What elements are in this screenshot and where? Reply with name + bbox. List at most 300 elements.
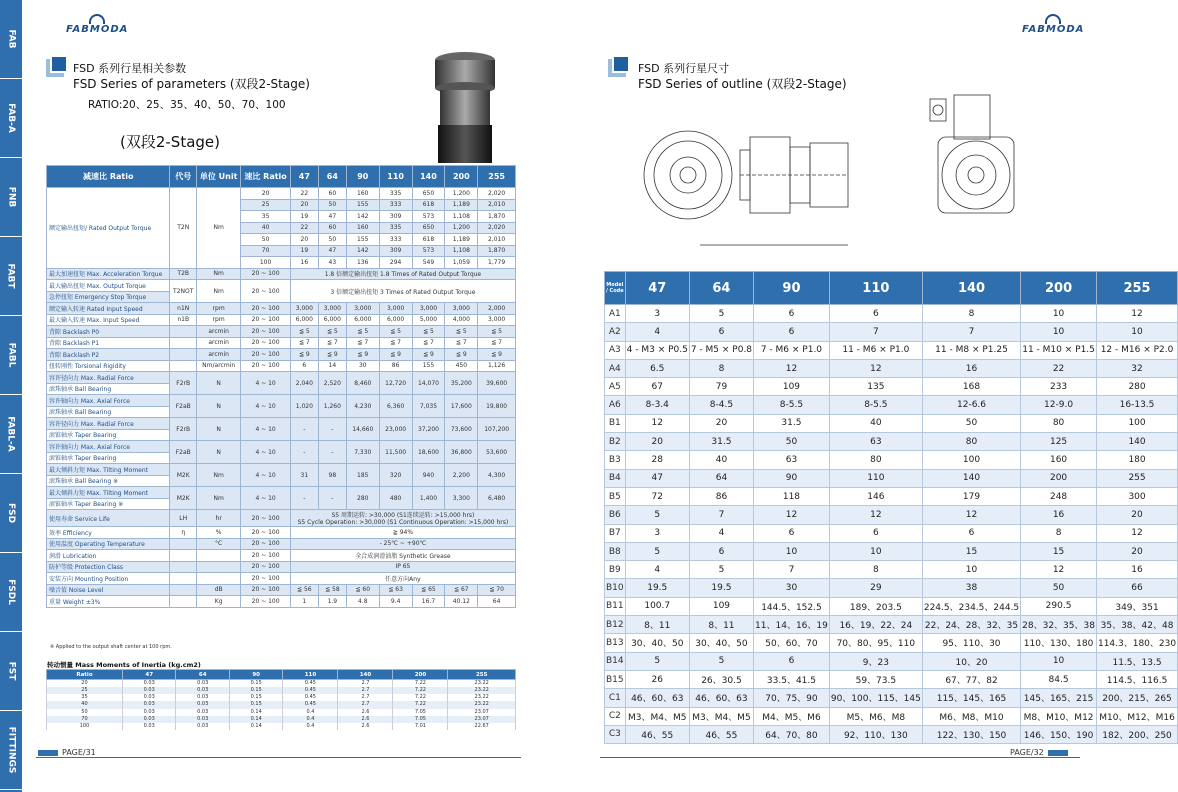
table-cell: 0.45 xyxy=(283,694,338,701)
sidebar-item-fabt[interactable] xyxy=(0,237,22,316)
table-row xyxy=(47,694,516,701)
table-row xyxy=(47,596,516,608)
table-cell: 16-13.5 xyxy=(1096,396,1177,414)
unit-cell xyxy=(196,573,240,585)
unit-cell: Kg xyxy=(196,596,240,608)
table-cell: 109 xyxy=(689,597,753,615)
row-code: B1 xyxy=(605,414,626,432)
table-cell: 5 xyxy=(625,542,689,560)
footer-rule-right xyxy=(600,757,1080,758)
table-cell: 3,300 xyxy=(445,487,478,510)
code-cell: M2K xyxy=(170,464,196,487)
table-cell: 20 xyxy=(1096,506,1177,524)
ratio-cell: 4 ~ 10 xyxy=(241,464,290,487)
code-cell: T2B xyxy=(170,268,196,280)
table-cell: 5 xyxy=(689,561,753,579)
table-cell: 2.6 xyxy=(338,723,393,730)
label-cell: 额定输入转速 Rated Input Speed xyxy=(47,303,170,315)
table-cell: 25 xyxy=(47,687,123,694)
table-cell: 1,020 xyxy=(290,395,318,418)
table-cell: ≦ 7 xyxy=(318,337,346,349)
unit-cell: dB xyxy=(196,584,240,596)
table-cell: M5、M6、M8 xyxy=(829,707,922,725)
table-cell: 30 xyxy=(754,579,830,597)
table-cell: 12,720 xyxy=(379,372,412,395)
table-cell: ≦ 7 xyxy=(290,337,318,349)
table-cell: 1,779 xyxy=(478,257,516,269)
table-cell: 70、75、90 xyxy=(754,689,830,707)
table-cell: 7.22 xyxy=(393,687,448,694)
table-cell: 114.5、116.5 xyxy=(1096,670,1177,688)
table-cell: 0.45 xyxy=(283,680,338,688)
table-cell: 28 xyxy=(625,451,689,469)
table-row xyxy=(605,323,1178,341)
column-header: 90 xyxy=(229,670,282,680)
table-cell: 2,020 xyxy=(478,188,516,200)
table-cell: 0.45 xyxy=(283,687,338,694)
table-cell: ≦ 5 xyxy=(445,326,478,338)
ratio-cell: 4 ~ 10 xyxy=(241,418,290,441)
unit-cell: N xyxy=(196,441,240,464)
footer-rule-left xyxy=(36,757,521,758)
table-row xyxy=(47,349,516,361)
table-cell: 26、30.5 xyxy=(689,670,753,688)
sidebar-item-fabl[interactable] xyxy=(0,316,22,395)
code-header: Model / Code xyxy=(605,272,626,305)
sidebar-item-label: FABL xyxy=(6,342,16,368)
table-cell: 142 xyxy=(346,211,379,223)
label-cell: 背隙 Backlash P0 xyxy=(47,326,170,338)
table-cell: 80 xyxy=(829,451,922,469)
table-cell: 1,126 xyxy=(478,360,516,372)
table-cell: 15 xyxy=(922,542,1020,560)
sidebar-item-label: FABL-A xyxy=(6,416,17,452)
table-cell: 200 xyxy=(1021,469,1097,487)
table-row xyxy=(605,524,1178,542)
row-code: B4 xyxy=(605,469,626,487)
gear-icon xyxy=(1045,14,1061,24)
table-cell: 4 xyxy=(625,561,689,579)
code-cell xyxy=(170,337,196,349)
table-cell: 1,108 xyxy=(445,245,478,257)
column-header: 255 xyxy=(1096,272,1177,305)
table-cell: 2,010 xyxy=(478,199,516,211)
table-cell: 10 xyxy=(754,542,830,560)
table-cell: 5 xyxy=(689,652,753,670)
table-cell: 16.7 xyxy=(412,596,445,608)
unit-cell: N xyxy=(196,372,240,395)
table-cell: 46、55 xyxy=(625,725,689,743)
column-header: 90 xyxy=(754,272,830,305)
table-cell: 29 xyxy=(829,579,922,597)
table-cell: 0.14 xyxy=(229,723,282,730)
table-cell: 100 xyxy=(922,451,1020,469)
sidebar-item-fabl-a[interactable] xyxy=(0,395,22,474)
table-cell: 4 xyxy=(689,524,753,542)
table-cell: 19 xyxy=(290,245,318,257)
table-cell: M6、M8、M10 xyxy=(922,707,1020,725)
table-cell: 5,000 xyxy=(412,314,445,326)
table-cell: 0.45 xyxy=(283,701,338,708)
table-cell: 11 - M6 × P1.0 xyxy=(829,341,922,359)
table-cell: ≦ 7 xyxy=(412,337,445,349)
sidebar-item-fsdl[interactable] xyxy=(0,553,22,632)
table-cell: 7.22 xyxy=(393,694,448,701)
table-cell: 46、60、63 xyxy=(625,689,689,707)
label-cell: 噪音值 Noise Level xyxy=(47,584,170,596)
table-row xyxy=(47,268,516,280)
sidebar-item-label: FST xyxy=(6,661,16,681)
table-cell: 64 xyxy=(689,469,753,487)
table-cell: 4 xyxy=(625,323,689,341)
fabmoda-logo-left: FABMODA xyxy=(66,14,128,35)
table-row xyxy=(605,561,1178,579)
table-cell: 110 xyxy=(829,469,922,487)
unit-cell xyxy=(196,561,240,573)
table-cell: 118 xyxy=(754,487,830,505)
code-cell xyxy=(170,360,196,372)
fabmoda-logo-right: FABMODA xyxy=(1022,14,1084,35)
sidebar-item-fittings[interactable] xyxy=(0,711,22,790)
row-label: 急停扭矩 Emergency Stop Torque xyxy=(47,291,170,303)
table-cell: 12 xyxy=(922,506,1020,524)
table-row xyxy=(47,464,516,476)
table-cell: 333 xyxy=(379,199,412,211)
table-cell: 14,070 xyxy=(412,372,445,395)
table-cell: 63 xyxy=(754,451,830,469)
table-cell: 6,360 xyxy=(379,395,412,418)
table-cell: 280 xyxy=(1096,378,1177,396)
table-cell: 940 xyxy=(412,464,445,487)
table-cell: 7 xyxy=(689,506,753,524)
code-cell xyxy=(170,349,196,361)
table-row xyxy=(47,188,516,200)
unit-cell: Nm xyxy=(196,464,240,487)
table-cell: 7.22 xyxy=(393,701,448,708)
table-cell: 300 xyxy=(1096,487,1177,505)
table-cell: - xyxy=(290,418,318,441)
table-cell: 6 xyxy=(922,524,1020,542)
life-line-2: S5 Cycle Operation: >30,000 (S1 Continuous Operation: >15,000 hrs) xyxy=(297,519,509,526)
table-cell: ≦ 58 xyxy=(318,584,346,596)
row-label: 滚珠轴承 Ball Bearing xyxy=(47,406,170,418)
table-cell: 22 xyxy=(1021,359,1097,377)
table-row xyxy=(47,550,516,562)
code-cell xyxy=(170,573,196,585)
table-cell: 53,600 xyxy=(478,441,516,464)
table-row xyxy=(605,341,1178,359)
table-cell: 7.01 xyxy=(393,723,448,730)
table-cell: 79 xyxy=(689,378,753,396)
table-cell: 47 xyxy=(318,245,346,257)
table-cell: 6,000 xyxy=(379,314,412,326)
column-header: 47 xyxy=(290,166,318,188)
table-cell: 20 xyxy=(1096,542,1177,560)
table-cell: 0.03 xyxy=(122,709,175,716)
unit-cell xyxy=(196,550,240,562)
table-cell: 0.14 xyxy=(229,716,282,723)
ratio-cell: 4 ~ 10 xyxy=(241,487,290,510)
column-header: 47 xyxy=(122,670,175,680)
table-cell: 10 xyxy=(922,561,1020,579)
table-cell: 37,200 xyxy=(412,418,445,441)
table-cell: 0.4 xyxy=(283,716,338,723)
column-header: 110 xyxy=(829,272,922,305)
table-row xyxy=(605,506,1178,524)
unit-cell: Nm xyxy=(196,188,240,269)
table-cell: M3、M4、M5 xyxy=(625,707,689,725)
row-code: B5 xyxy=(605,487,626,505)
row-code: A2 xyxy=(605,323,626,341)
table-row xyxy=(47,418,516,430)
table-cell: 122、130、150 xyxy=(922,725,1020,743)
left-title-cn: FSD 系列行星相关参数 xyxy=(73,62,187,75)
column-header: 64 xyxy=(318,166,346,188)
table-cell: 12 - M16 × P2.0 xyxy=(1096,341,1177,359)
table-cell: 180 xyxy=(1096,451,1177,469)
span-value: 3 倍额定输出扭矩 3 Times of Rated Output Torque xyxy=(290,280,515,303)
sidebar-item-fab[interactable] xyxy=(0,0,22,79)
table-cell: ≦ 9 xyxy=(478,349,516,361)
span-value: 任意方向Any xyxy=(290,573,515,585)
table-row xyxy=(47,538,516,550)
column-header: 64 xyxy=(689,272,753,305)
table-row xyxy=(605,396,1178,414)
inertia-title: 转动惯量 Mass Moments of Inertia (kg.cm2) xyxy=(47,661,201,669)
sidebar-item-label: FSDL xyxy=(6,579,16,605)
table-cell: - xyxy=(290,487,318,510)
table-cell: 2.6 xyxy=(338,716,393,723)
table-cell: 6.5 xyxy=(625,359,689,377)
row-code: C1 xyxy=(605,689,626,707)
unit-cell: arcmin xyxy=(196,326,240,338)
table-cell: 4 - M3 × P0.5 xyxy=(625,341,689,359)
table-cell: 17,600 xyxy=(445,395,478,418)
table-cell: 46、55 xyxy=(689,725,753,743)
page-number-left: PAGE/31 xyxy=(38,748,96,757)
life-line-1: S5 周期运转: >30,000 (S1连续运转: >15,000 hrs) xyxy=(331,512,475,519)
table-cell: 4.8 xyxy=(346,596,379,608)
table-cell: 110、130、180 xyxy=(1021,634,1097,652)
table-cell: ≦ 5 xyxy=(318,326,346,338)
table-cell: 109 xyxy=(754,378,830,396)
table-cell: 8 xyxy=(922,305,1020,323)
table-row xyxy=(47,372,516,384)
column-header: 47 xyxy=(625,272,689,305)
table-cell: 2.7 xyxy=(338,701,393,708)
unit-cell: arcmin xyxy=(196,337,240,349)
ratio-cell: 20 ~ 100 xyxy=(241,538,290,550)
table-cell: 3,000 xyxy=(290,303,318,315)
table-row xyxy=(605,616,1178,634)
sidebar-item-fst[interactable] xyxy=(0,632,22,711)
sidebar-item-fnb[interactable] xyxy=(0,158,22,237)
table-cell: 84.5 xyxy=(1021,670,1097,688)
table-row xyxy=(605,451,1178,469)
table-cell: 155 xyxy=(346,199,379,211)
table-cell: 64 xyxy=(478,596,516,608)
table-cell: 5 xyxy=(625,506,689,524)
left-title-en: FSD Series of parameters (双段2-Stage) xyxy=(73,77,310,91)
ratio-cell: 20 ~ 100 xyxy=(241,510,290,527)
table-row xyxy=(605,378,1178,396)
unit-cell: Nm xyxy=(196,280,240,303)
table-cell: 80 xyxy=(922,433,1020,451)
table-cell: 11、14、16、19 xyxy=(754,616,830,634)
table-cell: 573 xyxy=(412,245,445,257)
table-cell: 12 xyxy=(754,359,830,377)
table-cell: 11,500 xyxy=(379,441,412,464)
row-code: B12 xyxy=(605,616,626,634)
table-row xyxy=(605,469,1178,487)
table-cell: 6 xyxy=(754,524,830,542)
table-cell: 6 xyxy=(754,323,830,341)
table-cell: 47 xyxy=(318,211,346,223)
table-cell: 3,000 xyxy=(478,314,516,326)
table-cell: 16 xyxy=(1021,506,1097,524)
row-label: 容许径向力 Max. Radial Force xyxy=(47,418,170,430)
ratio-cell: 20 ~ 100 xyxy=(241,561,290,573)
table-cell: 90 xyxy=(754,469,830,487)
table-cell: 98 xyxy=(318,464,346,487)
label-cell: 最大输入转速 Max. Input Speed xyxy=(47,314,170,326)
ratio-cell: 20 ~ 100 xyxy=(241,280,290,303)
gearbox-product-photo xyxy=(420,50,510,165)
table-cell: 22 xyxy=(290,222,318,234)
table-row xyxy=(605,725,1178,743)
table-cell: ≦ 9 xyxy=(445,349,478,361)
table-cell: 320 xyxy=(379,464,412,487)
ratio-cell: 20 ~ 100 xyxy=(241,314,290,326)
code-cell: F2aB xyxy=(170,395,196,418)
table-cell: 2.7 xyxy=(338,694,393,701)
table-cell: 23.07 xyxy=(448,709,516,716)
table-cell: - xyxy=(318,441,346,464)
table-row xyxy=(47,326,516,338)
table-cell: 7,035 xyxy=(412,395,445,418)
table-cell: 90、100、115、145 xyxy=(829,689,922,707)
table-cell: ≦ 7 xyxy=(379,337,412,349)
section-square-icon xyxy=(612,55,630,73)
table-cell: 40 xyxy=(241,222,290,234)
table-cell: 28、32、35、38 xyxy=(1021,616,1097,634)
table-cell: ≦ 9 xyxy=(290,349,318,361)
table-cell: - xyxy=(318,487,346,510)
row-code: A4 xyxy=(605,359,626,377)
table-cell: ≦ 67 xyxy=(445,584,478,596)
table-cell: 10 xyxy=(1021,305,1097,323)
table-cell: 18,600 xyxy=(412,441,445,464)
sidebar-item-fab-a[interactable] xyxy=(0,79,22,158)
table-cell: 23,000 xyxy=(379,418,412,441)
column-header: 90 xyxy=(346,166,379,188)
table-cell: 31.5 xyxy=(689,433,753,451)
table-cell: 50 xyxy=(318,234,346,246)
table-cell: 60 xyxy=(318,222,346,234)
table-row xyxy=(47,337,516,349)
code-cell: M2K xyxy=(170,487,196,510)
column-header: 110 xyxy=(379,166,412,188)
table-cell: 11.5、13.5 xyxy=(1096,652,1177,670)
table-cell: 168 xyxy=(922,378,1020,396)
table-cell: 12 xyxy=(1096,305,1177,323)
table-cell: 160 xyxy=(1021,451,1097,469)
table-cell: 50 xyxy=(754,433,830,451)
table-cell: 1,189 xyxy=(445,199,478,211)
table-cell: 23.22 xyxy=(448,694,516,701)
row-code: B13 xyxy=(605,634,626,652)
table-cell: 115、145、165 xyxy=(922,689,1020,707)
table-cell: 23.22 xyxy=(448,680,516,688)
table-cell: 35 xyxy=(47,694,123,701)
table-cell: 7 xyxy=(754,561,830,579)
catalog-sidebar xyxy=(0,0,22,792)
row-code: B14 xyxy=(605,652,626,670)
code-cell: n1B xyxy=(170,314,196,326)
table-cell: 10、20 xyxy=(922,652,1020,670)
column-header: 255 xyxy=(448,670,516,680)
column-header: 减速比 Ratio xyxy=(47,166,170,188)
table-cell: 294 xyxy=(379,257,412,269)
table-cell: - xyxy=(318,418,346,441)
table-cell: 7 xyxy=(922,323,1020,341)
row-label: 滚珠轴承 Ball Bearing xyxy=(47,383,170,395)
table-cell: 20 xyxy=(290,199,318,211)
code-cell xyxy=(170,561,196,573)
table-cell: 50 xyxy=(1021,579,1097,597)
table-cell: 1,200 xyxy=(445,222,478,234)
table-cell: 2,000 xyxy=(478,303,516,315)
code-cell xyxy=(170,596,196,608)
table-cell: 63 xyxy=(829,433,922,451)
span-value: ≧ 94% xyxy=(290,527,515,539)
table-cell: 19 xyxy=(290,211,318,223)
table-cell: 6 xyxy=(829,305,922,323)
table-cell: 16、19、22、24 xyxy=(829,616,922,634)
table-cell: M4、M5、M6 xyxy=(754,707,830,725)
table-cell: 5 xyxy=(625,652,689,670)
table-cell: 1,189 xyxy=(445,234,478,246)
table-cell: ≦ 9 xyxy=(412,349,445,361)
table-cell: 618 xyxy=(412,199,445,211)
column-header: 速比 Ratio xyxy=(241,166,290,188)
table-cell: ≦ 9 xyxy=(346,349,379,361)
table-cell: 248 xyxy=(1021,487,1097,505)
table-cell: 1,108 xyxy=(445,211,478,223)
table-cell: 23.22 xyxy=(448,687,516,694)
table-cell: ≦ 5 xyxy=(290,326,318,338)
table-cell: 7 - M6 × P1.0 xyxy=(754,341,830,359)
table-cell: 36,800 xyxy=(445,441,478,464)
table-cell: 1,260 xyxy=(318,395,346,418)
row-label: 防护等级 Protection Class xyxy=(47,561,170,573)
table-cell: 47 xyxy=(625,469,689,487)
table-cell: 145、165、215 xyxy=(1021,689,1097,707)
code-cell xyxy=(170,538,196,550)
table-cell: 11 - M8 × P1.25 xyxy=(922,341,1020,359)
sidebar-item-fsd[interactable] xyxy=(0,474,22,553)
table-row xyxy=(47,166,516,188)
table-cell: 26 xyxy=(625,670,689,688)
table-cell: ≦ 5 xyxy=(379,326,412,338)
table-cell: 233 xyxy=(1021,378,1097,396)
table-cell: 100 xyxy=(1096,414,1177,432)
table-cell: 20 xyxy=(241,188,290,200)
table-cell: 6,480 xyxy=(478,487,516,510)
table-cell: 19.5 xyxy=(625,579,689,597)
label-cell: 扭转刚性 Torsional Rigidity xyxy=(47,360,170,372)
code-cell: η xyxy=(170,527,196,539)
